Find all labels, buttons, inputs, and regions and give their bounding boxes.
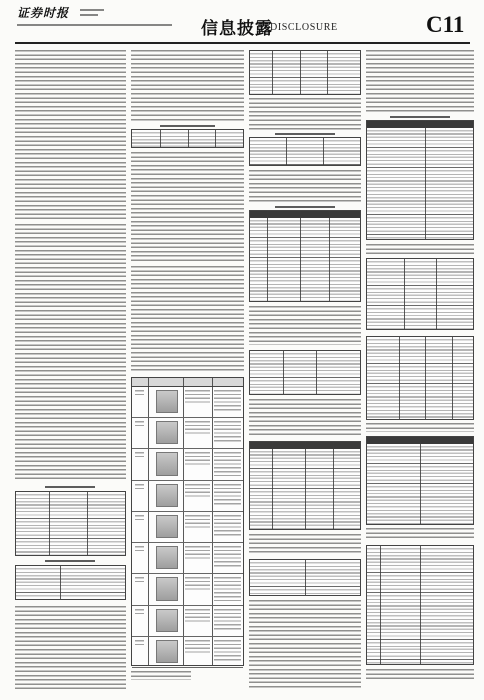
table-column-rule xyxy=(420,437,421,524)
table-column-rule xyxy=(300,211,301,301)
data-table xyxy=(366,120,474,240)
product-table-row xyxy=(132,542,243,574)
article-text-block xyxy=(131,266,244,372)
article-text-block xyxy=(249,170,361,203)
product-name-cell xyxy=(185,609,209,622)
product-table-row xyxy=(132,386,243,418)
table-column-rule xyxy=(305,560,306,595)
newspaper-logo: 证券时报 xyxy=(17,6,70,20)
table-caption xyxy=(275,133,335,135)
product-name-cell xyxy=(185,452,209,465)
product-description-cell xyxy=(214,421,241,444)
table-column-rule xyxy=(420,546,421,664)
table-column-rule xyxy=(316,351,317,394)
masthead-editor-line xyxy=(80,14,98,16)
product-table-row xyxy=(132,511,243,543)
product-description-cell xyxy=(214,452,241,475)
table-column-rule xyxy=(215,130,216,147)
table-column-rule xyxy=(267,211,268,301)
product-description-cell xyxy=(214,577,241,600)
row-number-cell xyxy=(135,484,144,489)
product-description-cell xyxy=(214,609,241,632)
product-photo xyxy=(156,421,178,444)
article-text-block xyxy=(131,50,244,123)
table-column-rule xyxy=(272,51,273,94)
data-table xyxy=(249,50,361,95)
product-table-row xyxy=(132,573,243,605)
data-table xyxy=(249,137,361,166)
data-table xyxy=(15,565,126,600)
product-description-cell xyxy=(214,515,241,538)
page-number: C11 xyxy=(426,12,465,37)
table-column-rule xyxy=(188,130,189,147)
table-caption xyxy=(45,486,95,488)
table-column-rule xyxy=(404,259,405,329)
section-title: 信息披露 xyxy=(201,19,273,39)
product-photo xyxy=(156,546,178,569)
product-name-cell xyxy=(185,640,209,653)
article-text-block xyxy=(131,152,244,262)
data-table xyxy=(366,545,474,665)
article-text-block xyxy=(131,671,191,680)
table-caption xyxy=(160,125,215,127)
table-column-rule xyxy=(160,130,161,147)
data-table xyxy=(249,350,361,395)
table-column-rule xyxy=(329,211,330,301)
product-photo xyxy=(156,577,178,600)
article-text-block xyxy=(15,606,126,690)
row-number-cell xyxy=(135,546,144,551)
product-table-row xyxy=(132,448,243,480)
product-description-cell xyxy=(214,484,241,507)
article-text-block xyxy=(366,528,474,541)
product-photo xyxy=(156,640,178,663)
product-table-row xyxy=(132,417,243,449)
product-name-cell xyxy=(185,546,209,559)
data-table xyxy=(366,436,474,525)
table-column-rule xyxy=(425,121,426,239)
product-name-cell xyxy=(185,484,209,497)
table-column-rule xyxy=(286,138,287,165)
table-column-rule xyxy=(323,138,324,165)
table-column-rule xyxy=(327,51,328,94)
row-number-cell xyxy=(135,452,144,457)
data-table xyxy=(366,258,474,330)
table-column-rule xyxy=(87,492,88,555)
masthead-date-line xyxy=(17,24,172,26)
table-column-rule xyxy=(399,337,400,419)
article-text-block xyxy=(249,306,361,345)
data-table xyxy=(366,336,474,420)
row-number-cell xyxy=(135,609,144,614)
data-table xyxy=(249,559,361,596)
article-text-block xyxy=(15,224,126,480)
product-table-row xyxy=(132,480,243,512)
product-photo xyxy=(156,390,178,413)
table-column-rule xyxy=(436,259,437,329)
data-table xyxy=(249,441,361,530)
table-column-rule xyxy=(49,492,50,555)
table-column-rule xyxy=(305,442,306,529)
product-name-cell xyxy=(185,577,209,590)
product-photo xyxy=(156,609,178,632)
table-caption xyxy=(275,206,335,208)
product-table-row xyxy=(132,636,243,668)
article-text-block xyxy=(366,50,474,113)
table-caption xyxy=(390,116,450,118)
article-text-block xyxy=(366,423,474,432)
table-caption xyxy=(45,560,95,562)
product-photo xyxy=(156,484,178,507)
data-table xyxy=(15,491,126,556)
article-text-block xyxy=(249,98,361,130)
row-number-cell xyxy=(135,577,144,582)
masthead-rule xyxy=(15,42,470,44)
product-name-cell xyxy=(185,515,209,528)
table-column-rule xyxy=(380,546,381,664)
table-column-rule xyxy=(300,51,301,94)
product-image-table xyxy=(131,377,244,666)
article-text-block xyxy=(15,50,126,220)
table-column-rule xyxy=(425,337,426,419)
data-table xyxy=(131,129,244,148)
table-column-rule xyxy=(60,566,61,599)
product-photo xyxy=(156,452,178,475)
article-text-block xyxy=(249,399,361,437)
table-header-row xyxy=(367,121,473,128)
product-description-cell xyxy=(214,640,241,663)
table-column-rule xyxy=(333,442,334,529)
product-table-row xyxy=(132,605,243,637)
table-column-rule xyxy=(452,337,453,419)
table-column-rule xyxy=(283,351,284,394)
article-text-block xyxy=(366,669,474,682)
data-table xyxy=(249,210,361,302)
masthead-editor-line xyxy=(80,9,104,11)
article-text-block xyxy=(249,600,361,690)
section-title-english: DISCLOSURE xyxy=(270,22,338,33)
row-number-cell xyxy=(135,515,144,520)
article-text-block xyxy=(366,244,474,254)
row-number-cell xyxy=(135,640,144,645)
row-number-cell xyxy=(135,421,144,426)
product-photo xyxy=(156,515,178,538)
product-description-cell xyxy=(214,390,241,413)
product-description-cell xyxy=(214,546,241,569)
row-number-cell xyxy=(135,390,144,395)
product-name-cell xyxy=(185,390,209,403)
article-text-block xyxy=(249,534,361,555)
product-name-cell xyxy=(185,421,209,434)
table-column-rule xyxy=(272,442,273,529)
